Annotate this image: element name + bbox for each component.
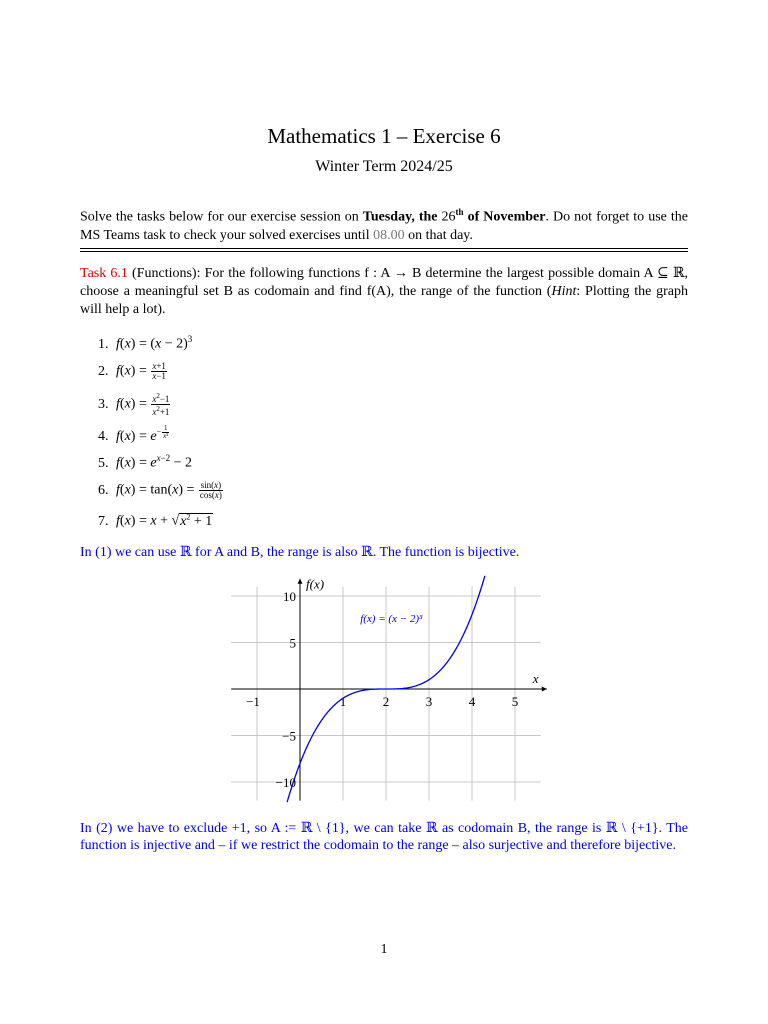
divider-bottom (80, 251, 688, 252)
x-tick-label: 1 (339, 694, 347, 709)
page-title: Mathematics 1 – Exercise 6 (267, 124, 501, 148)
answer-2: In (2) we have to exclude +1, so A := ℝ \ {1}, we can take ℝ as codomain B, the range is ℝ \ {+1}. The function is injective and – if we restrict the codomain to the range – also surjective and therefore bijective. (80, 821, 688, 853)
x-tick-label: 4 (468, 694, 476, 709)
x-axis-label: x (532, 671, 539, 686)
y-tick-label: −10 (275, 775, 296, 790)
function-item: 7. $f(x) = x + √x^2 + 1$ (98, 512, 213, 529)
x-tick-label: 3 (425, 694, 433, 709)
function-item: 2. f(x) = $\frac{x+1}{x-1}$ (98, 361, 166, 381)
x-tick-label: 2 (382, 694, 390, 709)
y-tick-label: 5 (289, 635, 296, 651)
series-label: f(x) = (x − 2)³ (360, 613, 423, 626)
page-subtitle: Winter Term 2024/25 (315, 158, 453, 175)
plot-axes (231, 576, 547, 801)
page-number: 1 (380, 942, 388, 957)
x-tick-label: 5 (511, 694, 519, 709)
plot-labels (306, 577, 539, 686)
intro-paragraph: Solve the tasks below for our exercise session on Tuesday, the 26th of November. Do not forget to use the MS Teams task to check your solved exercises until 08.00 on that day. (80, 207, 688, 243)
task-statement: Task 6.1 (Functions): For the following functions f : A → B determine the largest possible domain A ⊆ ℝ, choose a meaningful set B as codomain and find f(A), the range of the function (Hint: Plotting the graph will help a lot). (80, 266, 688, 317)
function-item: 1. $f(x) = (x - 2)^3$ (98, 334, 193, 352)
function-item: 3. f(x) = $\frac{x^2-1}{x^2+1}$ (98, 392, 170, 417)
x-tick-label: −1 (246, 694, 260, 709)
function-item: 4. $f(x) = e^{- \frac{1}{\text{x²}}}$ (98, 424, 169, 444)
y-axis-arrow (298, 579, 303, 584)
y-tick-label: 10 (283, 589, 296, 604)
divider-top (80, 248, 688, 249)
y-tick-label: −5 (282, 728, 296, 744)
task-label: Task 6.1 (80, 266, 128, 281)
answer-1: In (1) we can use ℝ for A and B, the range is also ℝ. The function is bijective. (80, 545, 520, 560)
function-item: 6. f(x) = tan(x) = $\frac{\sin(x)}{\cos(x)}$ (98, 480, 222, 500)
function-plot (230, 575, 550, 805)
function-item: 5. $f(x) = e^{x-2} - 2$ (98, 453, 193, 471)
y-axis-label: f(x) (306, 576, 325, 592)
x-axis-arrow (542, 687, 547, 692)
